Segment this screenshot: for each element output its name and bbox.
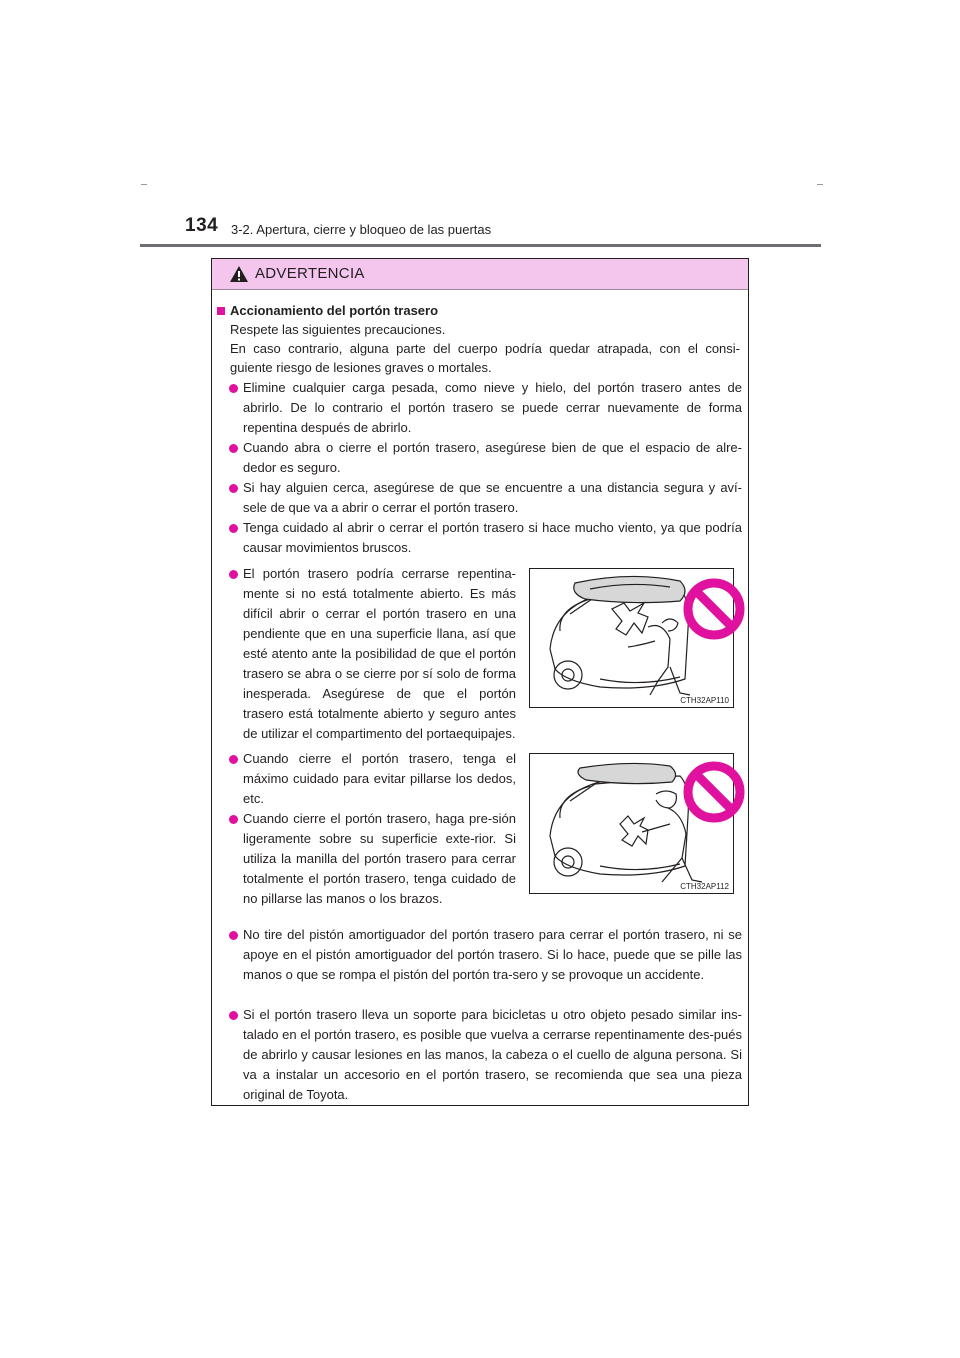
- bullet-dot-icon: [229, 815, 238, 824]
- section-title: 3-2. Apertura, cierre y bloqueo de las puertas: [231, 222, 492, 237]
- warning-header: [212, 259, 748, 290]
- prohibited-icon: [682, 760, 746, 824]
- bullet-4: Tenga cuidado al abrir o cerrar el portón trasero si hace mucho viento, ya que podría causar movimientos bruscos.: [243, 520, 742, 555]
- crop-mark-left: [141, 184, 147, 185]
- intro-line-3: guiente riesgo de lesiones graves o mortales.: [230, 360, 492, 375]
- bullet-5: El portón trasero podría cerrarse repentina-mente si no está totalmente abierto. Es más difícil abrir o cerrar el portón trasero en una pendiente que en una superficie llana, así que esté atento ante la posibilidad de que el portón trasero se abra o se cierre por sí solo de forma inesperada. Asegúrese de que el portón trasero está totalmente abierto y seguro antes de utilizar el compartimento del portaequipajes.: [243, 566, 516, 741]
- bullet-dot-icon: [229, 931, 238, 940]
- square-bullet-icon: [217, 307, 225, 315]
- warning-box: [211, 258, 749, 1106]
- bullet-dot-icon: [229, 1011, 238, 1020]
- warning-title: ADVERTENCIA: [255, 265, 365, 282]
- bullet-2: Cuando abra o cierre el portón trasero, asegúrese bien de que el espacio de alre-dedor es seguro.: [243, 440, 742, 475]
- bullet-7: Cuando cierre el portón trasero, haga pre-sión ligeramente sobre su superficie exte-rior. Si utiliza la manilla del portón trasero para cerrar totalmente el portón trasero, tenga cuidado de no pillarse las manos o los brazos.: [243, 811, 516, 906]
- bullet-dot-icon: [229, 484, 238, 493]
- bullet-dot-icon: [229, 755, 238, 764]
- bullet-9: Si el portón trasero lleva un soporte para bicicletas u otro objeto pesado similar ins-talado en el portón trasero, es posible que vuelva a cerrarse repentinamente des-pués de abrirlo y causar lesiones en las manos, la cabeza o el cuello de alguna persona. Si va a instalar un accesorio en el portón trasero, se recomienda que sea una pieza original de Toyota.: [243, 1007, 742, 1102]
- header-rule: [140, 244, 821, 247]
- bullet-dot-icon: [229, 444, 238, 453]
- bullet-6: Cuando cierre el portón trasero, tenga el máximo cuidado para evitar pillarse los dedos, etc.: [243, 751, 516, 806]
- bullet-dot-icon: [229, 524, 238, 533]
- warning-triangle-icon: [229, 265, 249, 283]
- prohibited-icon: [682, 577, 746, 641]
- intro-line-2: En caso contrario, alguna parte del cuerpo podría quedar atrapada, con el consi-: [230, 341, 740, 356]
- warning-heading: Accionamiento del portón trasero: [217, 303, 438, 318]
- bullet-dot-icon: [229, 570, 238, 579]
- bullet-1: Elimine cualquier carga pesada, como nieve y hielo, del portón trasero antes de abrirlo. De lo contrario el portón trasero se puede cerrar nuevamente de forma repentina después de abrirlo.: [243, 380, 742, 435]
- bullet-dot-icon: [229, 384, 238, 393]
- bullet-3: Si hay alguien cerca, asegúrese de que se encuentre a una distancia segura y aví-sele de que va a abrir o cerrar el portón trasero.: [243, 480, 742, 515]
- crop-mark-right: [817, 184, 823, 185]
- bullet-8: No tire del pistón amortiguador del portón trasero para cerrar el portón trasero, ni se apoye en el pistón amortiguador del portón trasero. Si lo hace, puede que se pille las manos o que se rompa el pistón del portón tra-sero y se provoque un accidente.: [243, 927, 742, 982]
- intro-line-1: Respete las siguientes precauciones.: [230, 322, 446, 337]
- page-number: 134: [185, 215, 219, 236]
- figure-code: CTH32AP110: [680, 696, 729, 705]
- figure-code: CTH32AP112: [680, 882, 729, 891]
